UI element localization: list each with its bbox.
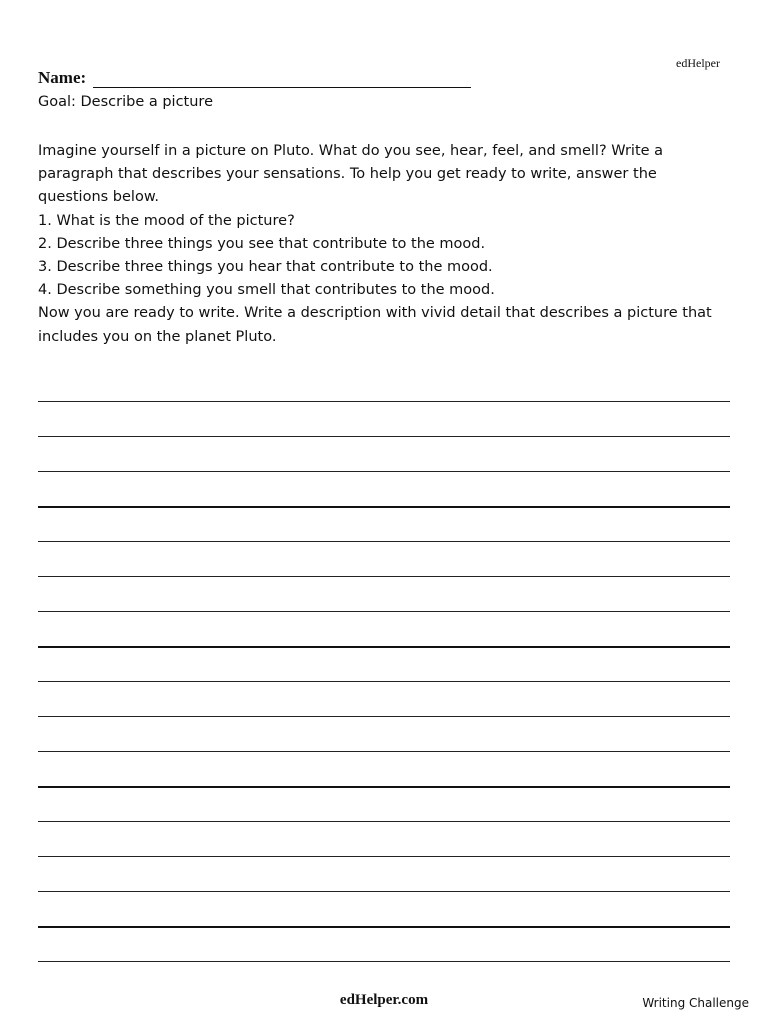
- writing-line: [38, 961, 730, 962]
- writing-line: [38, 786, 730, 788]
- name-label: Name:: [38, 68, 87, 87]
- writing-line: [38, 401, 730, 402]
- footer-label: Writing Challenge: [642, 996, 749, 1010]
- writing-area[interactable]: [38, 0, 730, 1024]
- writing-line: [38, 471, 730, 472]
- question-item: 4. Describe something you smell that contributes to the mood.: [38, 282, 495, 299]
- writing-line: [38, 436, 730, 437]
- writing-line: [38, 891, 730, 892]
- writing-line: [38, 751, 730, 752]
- question-item: 1. What is the mood of the picture?: [38, 212, 295, 229]
- writing-line: [38, 681, 730, 682]
- question-item: 2. Describe three things you see that contribute to the mood.: [38, 235, 486, 252]
- writing-line: [38, 611, 730, 612]
- writing-line: [38, 646, 730, 648]
- instructions-intro: Imagine yourself in a picture on Pluto. What do you see, hear, feel, and smell? Write a paragraph that describes your sensations. To help you get ready to write, answer the questions below.: [38, 143, 664, 206]
- writing-line: [38, 926, 730, 928]
- brand-logo-text: edHelper: [676, 56, 720, 70]
- writing-line: [38, 576, 730, 577]
- instructions-closing: Now you are ready to write. Write a description with vivid detail that describes a picture that includes you on the planet Pluto.: [38, 305, 712, 345]
- writing-line: [38, 506, 730, 508]
- writing-line: [38, 856, 730, 857]
- writing-line: [38, 821, 730, 822]
- writing-line: [38, 541, 730, 542]
- question-item: 3. Describe three things you hear that contribute to the mood.: [38, 259, 493, 276]
- footer-site: edHelper.com: [339, 992, 429, 1008]
- writing-line: [38, 716, 730, 717]
- goal-text: Goal: Describe a picture: [38, 94, 213, 110]
